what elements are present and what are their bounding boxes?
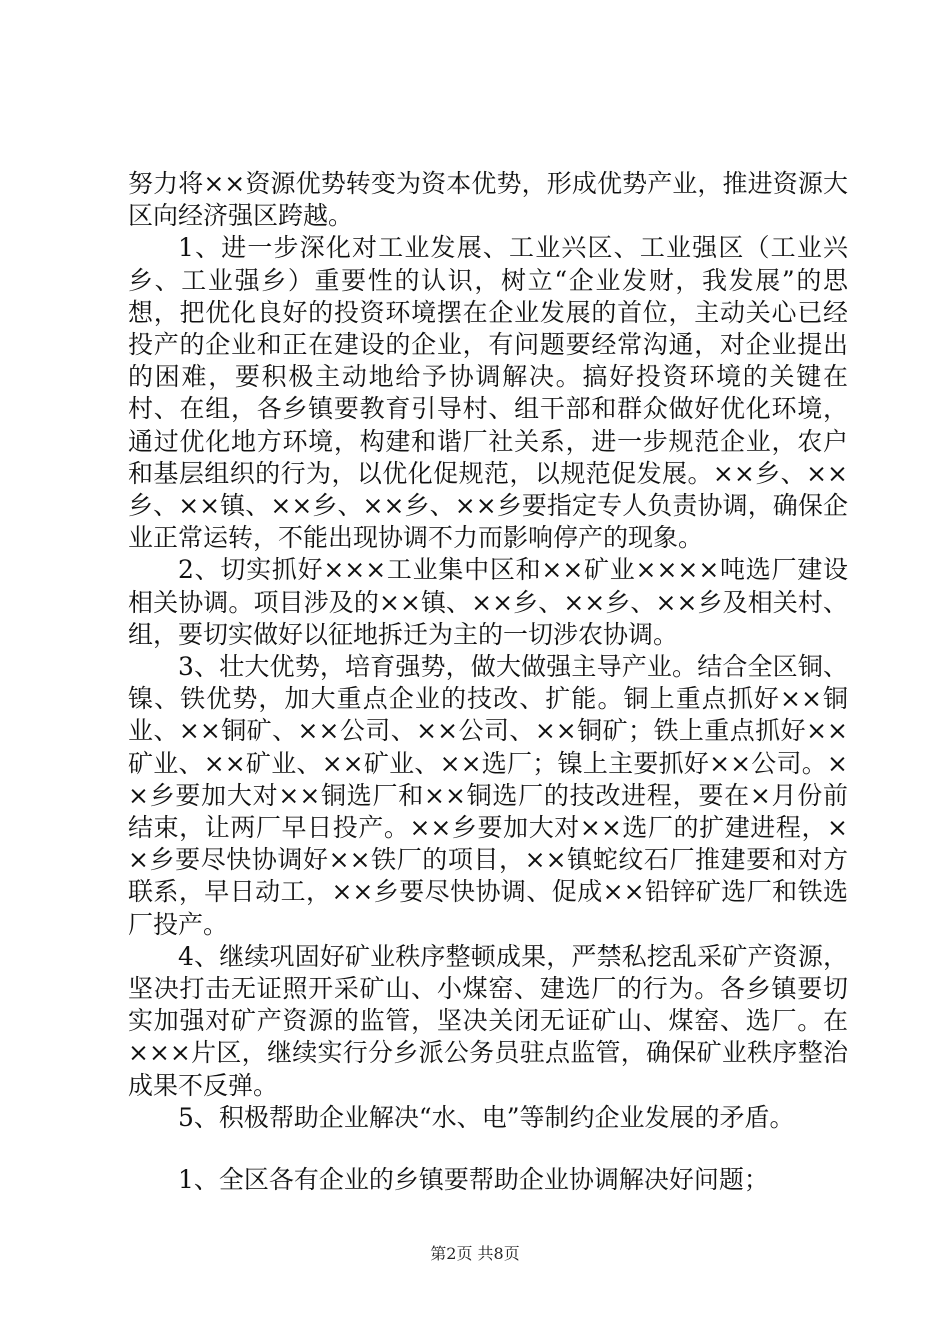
paragraph-subitem-1: 1、全区各有企业的乡镇要帮助企业协调解决好问题； [178, 1165, 769, 1195]
page-number-footer: 第2页 共8页 [430, 1244, 520, 1263]
paragraph-item-1: 1、进一步深化对工业发展、工业兴区、工业强区（工业兴乡、工业强乡）重要性的认识，树立“企业发财，我发展”的思想，把优化良好的投资环境摆在企业发展的首位，主动关心已经投产的企业和正在建设的企业，有问题要经常沟通，对企业提出的困难，要积极主动地给予协调解决。搞好投资环境的关键在村、在组，各乡镇要教育引导村、组干部和群众做好优化环境，通过优化地方环境，构建和谐厂社关系，进一步规范企业，农户和基层组织的行为，以优化促规范，以规范促发展。××乡、××乡、××镇、××乡、××乡、××乡要指定专人负责协调，确保企业正常运转，不能出现协调不力而影响停产的现象。 [128, 233, 848, 553]
paragraph-item-2: 2、切实抓好×××工业集中区和××矿业××××吨选厂建设相关协调。项目涉及的××镇、××乡、××乡、××乡及相关村、组，要切实做好以征地拆迁为主的一切涉农协调。 [128, 555, 848, 649]
paragraph-intro: 努力将××资源优势转变为资本优势，形成优势产业，推进资源大区向经济强区跨越。 [128, 169, 848, 231]
paragraph-item-5: 5、积极帮助企业解决“水、电”等制约企业发展的矛盾。 [178, 1102, 795, 1132]
paragraph-item-4: 4、继续巩固好矿业秩序整顿成果，严禁私挖乱采矿产资源，坚决打击无证照开采矿山、小煤窑、建选厂的行为。各乡镇要切实加强对矿产资源的监管，坚决关闭无证矿山、煤窑、选厂。在×××片区，继续实行分乡派公务员驻点监管，确保矿业秩序整治成果不反弹。 [128, 941, 848, 1100]
body-text [128, 168, 848, 1196]
paragraph-item-3: 3、壮大优势，培育强势，做大做强主导产业。结合全区铜、镍、铁优势，加大重点企业的技改、扩能。铜上重点抓好××铜业、××铜矿、××公司、××公司、××铜矿；铁上重点抓好××矿业、××矿业、××矿业、××选厂；镍上主要抓好××公司。××乡要加大对××铜选厂和××铜选厂的技改进程，要在×月份前结束，让两厂早日投产。××乡要加大对××选厂的扩建进程，××乡要尽快协调好××铁厂的项目，××镇蛇纹石厂推建要和对方联系，早日动工，××乡要尽快协调、促成××铅锌矿选厂和铁选厂投产。 [128, 652, 848, 939]
